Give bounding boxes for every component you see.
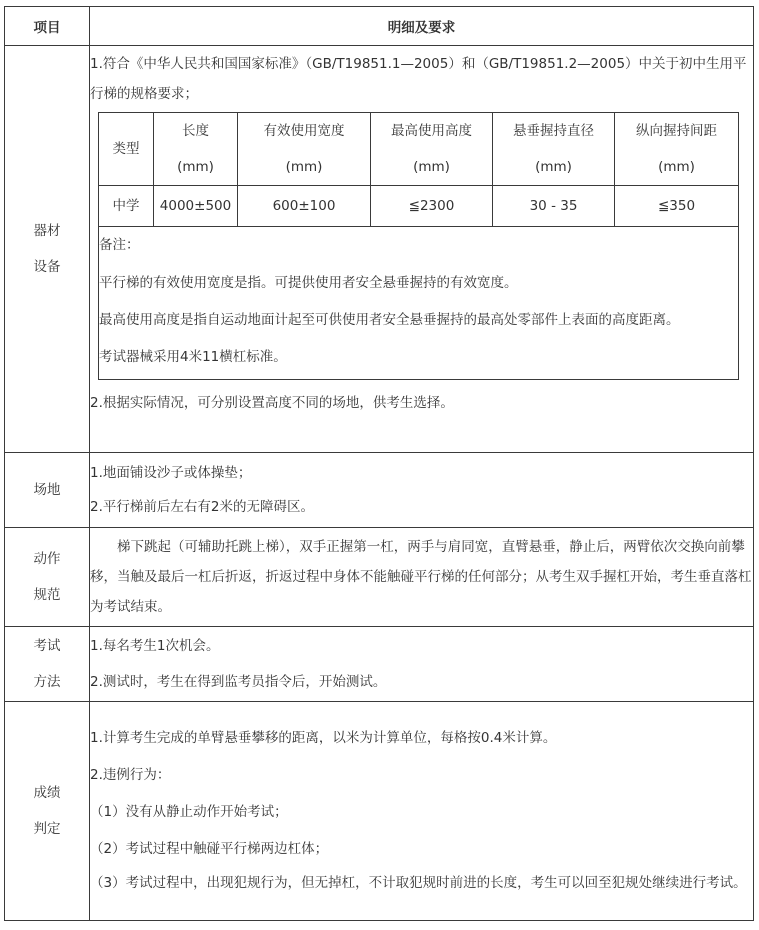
method-label-line2: 方法 [33,674,61,690]
spec-cell: ≦2300 [371,186,493,227]
method-item: 1.每名考生1次机会。 [90,638,220,654]
equipment-label [5,46,90,453]
method-content [90,627,754,702]
method-item: 2.测试时，考生在得到监考员指令后，开始测试。 [90,674,387,690]
note-line: 考试器械采用4米11横杠标准。 [99,349,287,365]
spec-header-row [99,113,739,186]
equipment-label-line1: 器材 [33,223,61,239]
equipment-row [5,46,754,453]
scoring-label-line1: 成绩 [33,785,61,801]
equipment-item2: 2.根据实际情况，可分别设置高度不同的场地，供考生选择。 [90,395,454,411]
method-row [5,627,754,702]
scoring-item: （3）考试过程中，出现犯规行为，但无掉杠，不计取犯规时前进的长度，考生可以回至犯规处继续进行考试。 [90,875,747,891]
equipment-label-line2: 设备 [33,259,61,275]
scoring-row [5,702,754,921]
spec-header-type: 类型 [99,113,154,186]
venue-row [5,453,754,528]
action-row [5,528,754,627]
header-details: 明细及要求 [90,7,754,46]
scoring-item: （2）考试过程中触碰平行梯两边杠体； [90,841,329,857]
spec-cell: 4000±500 [154,186,238,227]
action-label-line1: 动作 [33,551,61,567]
scoring-label [5,702,90,921]
spec-header-length: 长度 (mm) [154,113,238,186]
equipment-intro: 1.符合《中华人民共和国国家标准》（GB/T19851.1—2005）和（GB/T19851.2—2005）中关于初中生用平行梯的规格要求； [90,56,747,102]
header-row [5,7,754,46]
note-line: 平行梯的有效使用宽度是指。可提供使用者安全悬垂握持的有效宽度。 [99,275,518,291]
venue-item: 1.地面铺设沙子或体操垫； [90,465,252,481]
note-title: 备注： [99,237,140,253]
spec-cell: 中学 [99,186,154,227]
spec-table [98,112,739,380]
scoring-item: （1）没有从静止动作开始考试； [90,804,288,820]
spec-data-row [99,186,739,227]
equipment-content [90,46,754,453]
scoring-label-line2: 判定 [33,821,61,837]
header-item: 项目 [5,7,90,46]
action-content [90,528,754,627]
spec-header-height: 最高使用高度 (mm) [371,113,493,186]
spec-cell: ≦350 [615,186,739,227]
venue-label: 场地 [5,453,90,528]
action-text: 梯下跳起（可辅助托跳上梯），双手正握第一杠，两手与肩同宽，直臂悬垂，静止后，两臂依次交换向前攀移，当触及最后一杠后折返，折返过程中身体不能触碰平行梯的任何部分；从考生双手握杠开始，考生垂直落杠为考试结束。 [90,539,752,615]
spec-notes-row [99,227,739,380]
action-label-line2: 规范 [33,587,61,603]
spec-cell: 600±100 [238,186,371,227]
scoring-item: 1.计算考生完成的单臂悬垂攀移的距离，以米为计算单位，每格按0.4米计算。 [90,730,557,746]
scoring-item: 2.违例行为： [90,767,171,783]
spec-cell: 30 - 35 [493,186,615,227]
spec-header-spacing: 纵向握持间距 (mm) [615,113,739,186]
method-label [5,627,90,702]
note-line: 最高使用高度是指自运动地面计起至可供使用者安全悬垂握持的最高处零部件上表面的高度距离。 [99,312,680,328]
spec-notes [99,227,739,380]
scoring-content [90,702,754,921]
venue-item: 2.平行梯前后左右有2米的无障碍区。 [90,499,314,515]
exam-rules-table [4,6,754,921]
spec-header-diameter: 悬垂握持直径 (mm) [493,113,615,186]
spec-header-width: 有效使用宽度 (mm) [238,113,371,186]
venue-content [90,453,754,528]
action-label [5,528,90,627]
method-label-line1: 考试 [33,638,61,654]
